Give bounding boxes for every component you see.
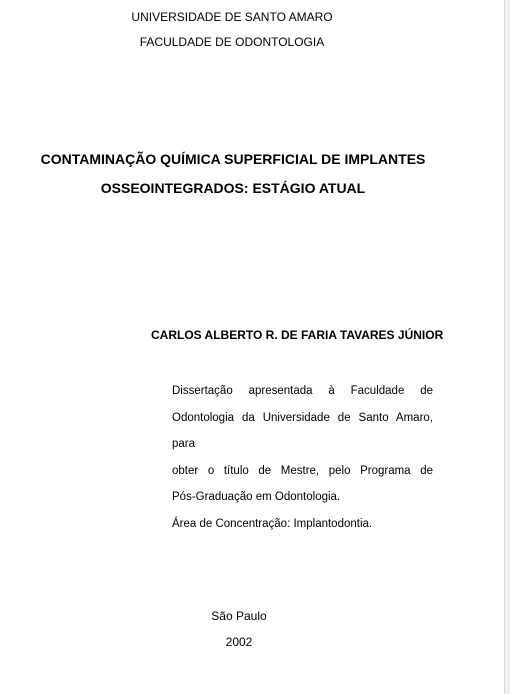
year: 2002 bbox=[225, 635, 253, 649]
thesis-title-line-2: OSSEOINTEGRADOS: ESTÁGIO ATUAL bbox=[100, 180, 366, 196]
city: São Paulo bbox=[211, 609, 267, 623]
page-edge bbox=[504, 0, 510, 694]
concentration-area: Área de Concentração: Implantodontia. bbox=[172, 517, 373, 530]
thesis-title-line-1: CONTAMINAÇÃO QUÍMICA SUPERFICIAL DE IMPLANTES bbox=[40, 151, 426, 167]
dissertation-statement bbox=[172, 378, 433, 537]
dissertation-statement-line-3: obter o título de Mestre, pelo Programa de bbox=[172, 464, 433, 477]
university-name: UNIVERSIDADE DE SANTO AMARO bbox=[131, 10, 333, 24]
dissertation-statement-line-4: Pós-Graduação em Odontologia. bbox=[172, 491, 341, 503]
dissertation-statement-line-2: Odontologia da Universidade de Santo Amaro, para bbox=[172, 411, 433, 450]
faculty-name: FACULDADE DE ODONTOLOGIA bbox=[139, 35, 325, 49]
author-name: CARLOS ALBERTO R. DE FARIA TAVARES JÚNIOR bbox=[151, 328, 444, 342]
dissertation-statement-line-1: Dissertação apresentada à Faculdade de bbox=[172, 385, 433, 397]
